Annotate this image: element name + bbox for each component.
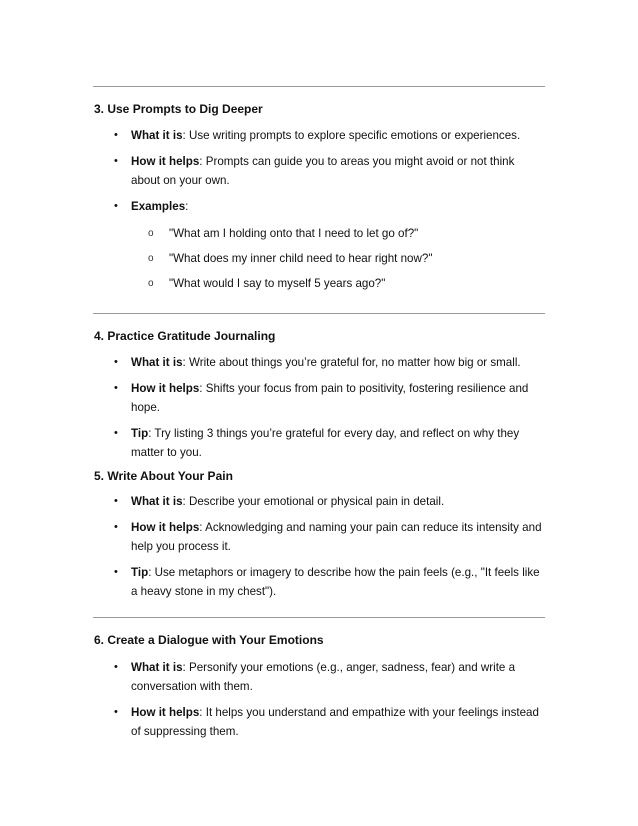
bullet-label: Tip [131,427,149,440]
list-item [114,353,544,372]
bullet-icon: • [114,706,118,718]
list-item [114,424,544,462]
bullet-icon: • [114,356,118,368]
section-heading: 4. Practice Gratitude Journaling [94,329,276,343]
bullet-body: : [185,200,189,213]
bullet-icon: • [114,661,118,673]
bullet-label: Tip [131,566,149,579]
list-item [114,658,544,696]
list-item [114,563,544,601]
section-heading: 6. Create a Dialogue with Your Emotions [94,633,324,647]
bullet-label: What it is [131,495,183,508]
bullet-label: What it is [131,129,183,142]
circle-bullet-icon: o [148,228,154,239]
list-item [114,703,544,741]
circle-bullet-icon: o [148,253,154,264]
bullet-body: : Describe your emotional or physical pain in detail. [182,495,445,508]
example-text: "What am I holding onto that I need to let go of?" [169,227,419,240]
list-item [114,518,544,556]
bullet-label: How it helps [131,706,200,719]
list-item [114,492,544,511]
list-item [114,379,544,417]
bullet-icon: • [114,155,118,167]
horizontal-rule [93,617,545,618]
bullet-icon: • [114,200,118,212]
bullet-label: How it helps [131,382,200,395]
bullet-body: : Shifts your focus from pain to positivity, fostering resilience and hope. [131,382,529,414]
bullet-label: What it is [131,356,183,369]
bullet-icon: • [114,566,118,578]
list-item [114,197,544,216]
bullet-body: : Try listing 3 things you’re grateful for every day, and reflect on why they matter to you. [131,427,520,459]
horizontal-rule [93,313,545,314]
example-text: "What does my inner child need to hear right now?" [169,252,433,265]
bullet-body: : Personify your emotions (e.g., anger, sadness, fear) and write a conversation with them. [131,661,516,693]
section-heading: 5. Write About Your Pain [94,469,233,483]
bullet-label: How it helps [131,155,200,168]
section-heading: 3. Use Prompts to Dig Deeper [94,102,263,116]
bullet-icon: • [114,382,118,394]
list-item [114,126,544,145]
bullet-icon: • [114,129,118,141]
bullet-body: : Use metaphors or imagery to describe how the pain feels (e.g., "It feels like a heavy stone in my chest"). [131,566,540,598]
bullet-body: : Write about things you’re grateful for, no matter how big or small. [182,356,521,369]
example-item [148,274,538,293]
bullet-icon: • [114,495,118,507]
example-text: "What would I say to myself 5 years ago?" [169,277,386,290]
bullet-icon: • [114,427,118,439]
list-item [114,152,544,190]
bullet-body: : Acknowledging and naming your pain can reduce its intensity and help you process it. [131,521,542,553]
circle-bullet-icon: o [148,278,154,289]
bullet-body: : Prompts can guide you to areas you might avoid or not think about on your own. [131,155,515,187]
bullet-label: Examples [131,200,186,213]
bullet-label: How it helps [131,521,200,534]
horizontal-rule [93,86,545,87]
bullet-body: : It helps you understand and empathize with your feelings instead of suppressing them. [131,706,539,738]
bullet-label: What it is [131,661,183,674]
bullet-icon: • [114,521,118,533]
bullet-body: : Use writing prompts to explore specific emotions or experiences. [182,129,521,142]
example-item [148,249,538,268]
example-item [148,224,538,243]
